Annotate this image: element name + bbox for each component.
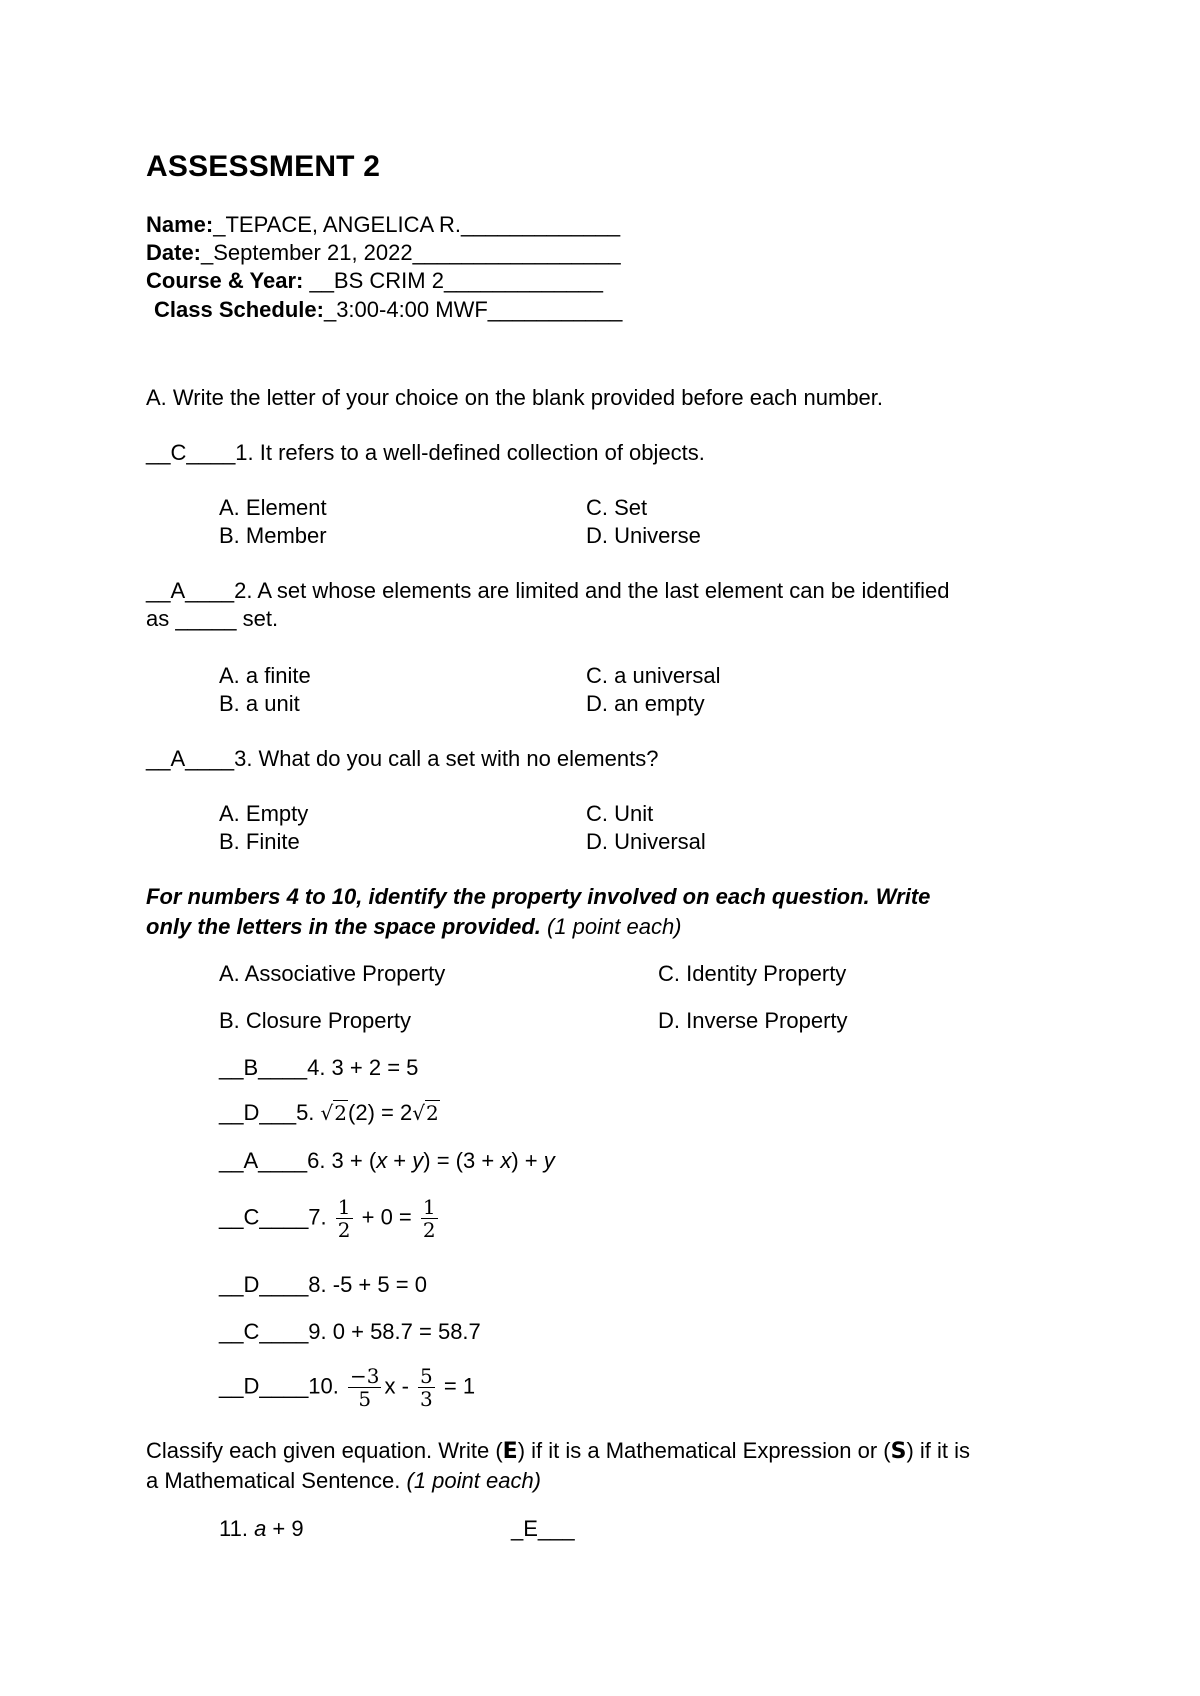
q5-mid: (2) = 2 xyxy=(348,1100,413,1125)
question-8: __D____8. -5 + 5 = 0 xyxy=(219,1272,427,1297)
classify-letter-e: E xyxy=(502,1439,518,1464)
properties-points: (1 point each) xyxy=(540,914,682,939)
property-option-c: C. Identity Property xyxy=(658,961,847,986)
q6-prefix: __A____6. 3 + ( xyxy=(219,1148,377,1173)
q5-radicand-1: 2 xyxy=(334,1101,348,1125)
q3-option-a: A. Empty xyxy=(219,801,309,826)
q6-mid: ) = (3 + xyxy=(423,1148,501,1173)
date-value: _September 21, 2022_________________ xyxy=(201,240,621,265)
q7-fraction-1 xyxy=(336,1196,353,1241)
question-5 xyxy=(219,1102,440,1124)
q7-denominator-2: 2 xyxy=(422,1218,436,1242)
q10-fraction-1 xyxy=(348,1365,381,1410)
sqrt-symbol: √2 xyxy=(320,1101,348,1125)
course-value: __BS CRIM 2_____________ xyxy=(303,268,604,293)
q1-option-d: D. Universe xyxy=(586,523,701,548)
page-title: ASSESSMENT 2 xyxy=(146,150,381,183)
q11-variable: a xyxy=(254,1516,267,1541)
q2-option-c: C. a universal xyxy=(586,663,721,688)
classify-text-c: ) if it is xyxy=(906,1438,971,1463)
question-10 xyxy=(219,1365,475,1410)
q10-denominator-2: 3 xyxy=(420,1387,433,1411)
q1-option-c: C. Set xyxy=(586,495,648,520)
q6-var-y2: y xyxy=(543,1148,555,1173)
schedule-value: _3:00-4:00 MWF___________ xyxy=(323,297,623,322)
q6-var-y: y xyxy=(412,1148,424,1173)
question-4: __B____4. 3 + 2 = 5 xyxy=(219,1055,419,1080)
q10-prefix: __D____10. xyxy=(219,1373,345,1399)
date-label: Date: xyxy=(146,240,202,265)
q7-fraction-2 xyxy=(421,1196,438,1241)
q5-radicand-2: 2 xyxy=(425,1101,439,1125)
sqrt-symbol: √2 xyxy=(412,1101,439,1125)
q7-numerator-2: 1 xyxy=(422,1195,436,1219)
properties-instruction-line1: For numbers 4 to 10, identify the property involved on each question. Write xyxy=(146,884,931,909)
classify-text-a: Classify each given equation. Write ( xyxy=(146,1438,503,1463)
property-option-d: D. Inverse Property xyxy=(658,1008,848,1033)
course-line xyxy=(146,270,603,292)
classify-points: (1 point each) xyxy=(400,1468,542,1493)
question-11 xyxy=(219,1518,304,1540)
q3-option-c: C. Unit xyxy=(586,801,654,826)
q6-close: ) + xyxy=(511,1148,544,1173)
date-line xyxy=(146,242,621,264)
name-value: _TEPACE, ANGELICA R._____________ xyxy=(213,212,621,237)
q10-denominator-1: 5 xyxy=(358,1387,372,1411)
q3-option-b: B. Finite xyxy=(219,829,300,854)
q10-mid: x - xyxy=(384,1373,416,1399)
q10-end: = 1 xyxy=(437,1373,476,1399)
q11-rest: + 9 xyxy=(266,1516,304,1541)
q11-label: 11. xyxy=(219,1516,255,1541)
classify-instruction-line2 xyxy=(146,1470,541,1492)
question-7 xyxy=(219,1196,441,1241)
q5-prefix: __D___5. xyxy=(219,1100,321,1125)
classify-text-b: ) if it is a Mathematical Expression or ( xyxy=(517,1438,891,1463)
q11-answer: _E___ xyxy=(511,1516,575,1541)
question-6 xyxy=(219,1150,555,1172)
q10-numerator-2: 5 xyxy=(420,1364,433,1388)
q7-denominator-1: 2 xyxy=(337,1218,351,1242)
question-2-line2: as _____ set. xyxy=(146,606,279,631)
name-line xyxy=(146,214,620,236)
q2-option-d: D. an empty xyxy=(586,691,705,716)
name-label: Name: xyxy=(146,212,214,237)
q6-plus: + xyxy=(387,1148,413,1173)
classify-line2-text: a Mathematical Sentence. xyxy=(146,1468,401,1493)
property-option-b: B. Closure Property xyxy=(219,1008,411,1033)
question-1: __C____1. It refers to a well-defined collection of objects. xyxy=(146,440,705,465)
schedule-line xyxy=(154,299,622,321)
properties-instruction-line2 xyxy=(146,916,682,938)
section-a-instruction: A. Write the letter of your choice on the blank provided before each number. xyxy=(146,385,884,410)
q10-fraction-2 xyxy=(418,1365,435,1410)
q1-option-b: B. Member xyxy=(219,523,327,548)
classify-instruction-line1 xyxy=(146,1440,970,1463)
question-2-line1: __A____2. A set whose elements are limited and the last element can be identified xyxy=(146,578,950,603)
q1-option-a: A. Element xyxy=(219,495,327,520)
q2-option-a: A. a finite xyxy=(219,663,311,688)
q10-numerator-1: −3 xyxy=(350,1364,380,1388)
q7-mid: + 0 = xyxy=(355,1204,418,1230)
q7-numerator-1: 1 xyxy=(337,1195,351,1219)
q7-prefix: __C____7. xyxy=(219,1204,333,1230)
q6-var-x2: x xyxy=(500,1148,512,1173)
property-option-a: A. Associative Property xyxy=(219,961,446,986)
properties-instruction-bold: only the letters in the space provided. xyxy=(146,914,541,939)
question-3: __A____3. What do you call a set with no elements? xyxy=(146,746,659,771)
q2-option-b: B. a unit xyxy=(219,691,300,716)
classify-letter-s: S xyxy=(890,1439,907,1464)
question-9: __C____9. 0 + 58.7 = 58.7 xyxy=(219,1319,481,1344)
course-label: Course & Year: xyxy=(146,268,304,293)
q6-var-x: x xyxy=(376,1148,388,1173)
q3-option-d: D. Universal xyxy=(586,829,706,854)
schedule-label: Class Schedule: xyxy=(154,297,324,322)
